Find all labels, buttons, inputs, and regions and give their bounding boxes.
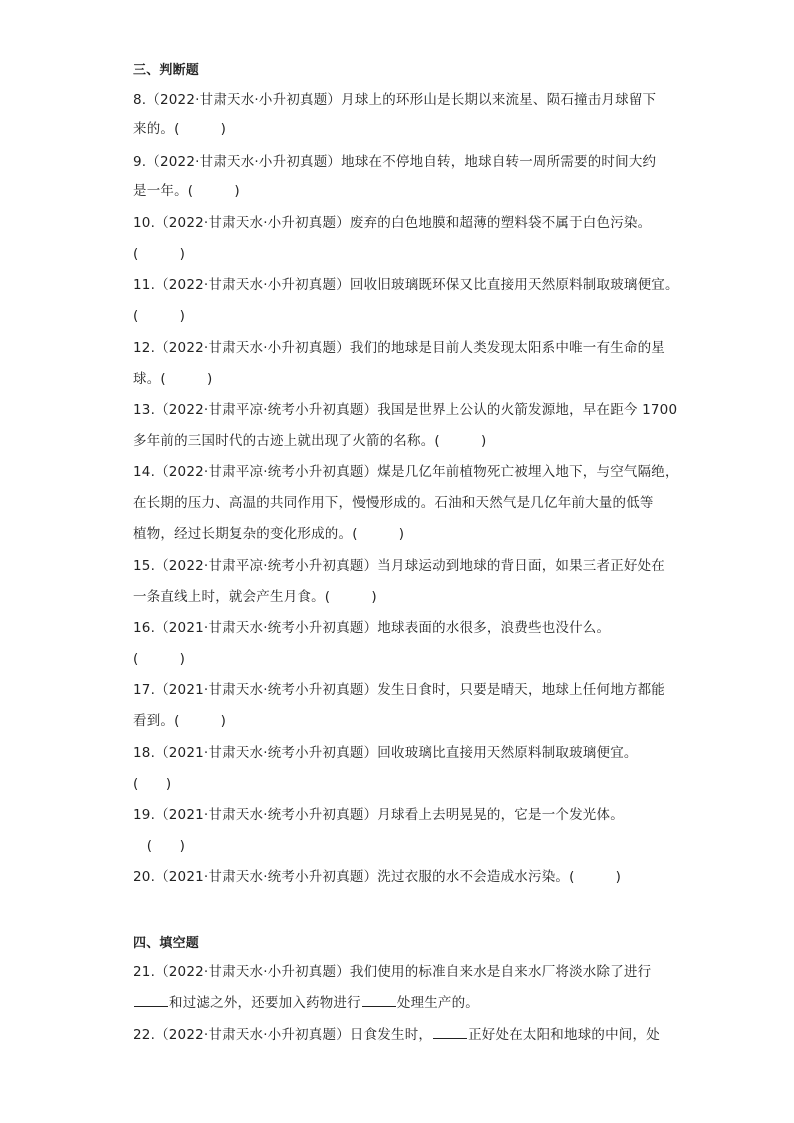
question-line: ( )	[133, 246, 186, 262]
question-line: 在长期的压力、高温的共同作用下，慢慢形成的。石油和天然气是几亿年前大量的低等	[133, 495, 654, 511]
question-line: 9.（2022·甘肃天水·小升初真题）地球在不停地自转，地球自转一周所需要的时间大约	[133, 154, 657, 170]
question-line: 11.（2022·甘肃天水·小升初真题）回收旧玻璃既环保又比直接用天然原料制取玻璃便宜。	[133, 277, 679, 293]
question-line: 14.（2022·甘肃平凉·统考小升初真题）煤是几亿年前植物死亡被埋入地下，与空气隔绝，	[133, 464, 679, 480]
question-line: 17.（2021·甘肃天水·统考小升初真题）发生日食时，只要是晴天，地球上任何地方都能	[133, 682, 666, 698]
question-line: 8.（2022·甘肃天水·小升初真题）月球上的环形山是长期以来流星、陨石撞击月球留下	[133, 92, 657, 108]
question-line: 16.（2021·甘肃天水·统考小升初真题）地球表面的水很多，浪费些也没什么。	[133, 620, 611, 636]
question-line: 是一年。( )	[133, 183, 240, 199]
answer-blank[interactable]	[362, 992, 396, 1007]
question-line: 来的。( )	[133, 121, 227, 137]
answer-blank[interactable]	[134, 992, 168, 1007]
question-line: 球。( )	[133, 371, 213, 387]
question-line: ( )	[133, 776, 172, 792]
question-text: 和过滤之外，还要加入药物进行	[169, 995, 361, 1011]
question-line: 一条直线上时，就会产生月食。( )	[133, 589, 377, 605]
answer-blank[interactable]	[433, 1024, 467, 1039]
question-line: ( )	[133, 651, 186, 667]
question-line: 12.（2022·甘肃天水·小升初真题）我们的地球是目前人类发现太阳系中唯一有生命的星	[133, 340, 666, 356]
question-line: ( )	[133, 308, 186, 324]
question-line: 19.（2021·甘肃天水·统考小升初真题）月球看上去明晃晃的，它是一个发光体。	[133, 807, 624, 823]
question-line: 15.（2022·甘肃平凉·统考小升初真题）当月球运动到地球的背日面，如果三者正好处在	[133, 558, 666, 574]
question-line: 18.（2021·甘肃天水·统考小升初真题）回收玻璃比直接用天然原料制取玻璃便宜。	[133, 745, 638, 761]
question-line: 看到。( )	[133, 713, 227, 729]
section-heading-judge: 三、判断题	[133, 63, 200, 78]
question-line: 10.（2022·甘肃天水·小升初真题）废弃的白色地膜和超薄的塑料袋不属于白色污染。	[133, 215, 652, 231]
question-line: ( )	[133, 838, 186, 854]
question-text: 正好处在太阳和地球的中间，处	[468, 1027, 660, 1043]
question-line	[133, 992, 479, 1012]
question-line: 植物，经过长期复杂的变化形成的。( )	[133, 526, 405, 542]
question-text: 处理生产的。	[396, 995, 480, 1011]
question-line: 13.（2022·甘肃平凉·统考小升初真题）我国是世界上公认的火箭发源地，早在距今 1700	[133, 402, 678, 418]
question-line	[133, 1024, 660, 1044]
question-line: 多年前的三国时代的古迹上就出现了火箭的名称。( )	[133, 433, 487, 449]
question-text: 22.（2022·甘肃天水·小升初真题）日食发生时，	[133, 1027, 433, 1043]
question-line: 20.（2021·甘肃天水·统考小升初真题）洗过衣服的水不会造成水污染。( )	[133, 869, 622, 885]
section-heading-fill: 四、填空题	[133, 936, 200, 951]
question-line: 21.（2022·甘肃天水·小升初真题）我们使用的标准自来水是自来水厂将淡水除了进行	[133, 964, 652, 980]
